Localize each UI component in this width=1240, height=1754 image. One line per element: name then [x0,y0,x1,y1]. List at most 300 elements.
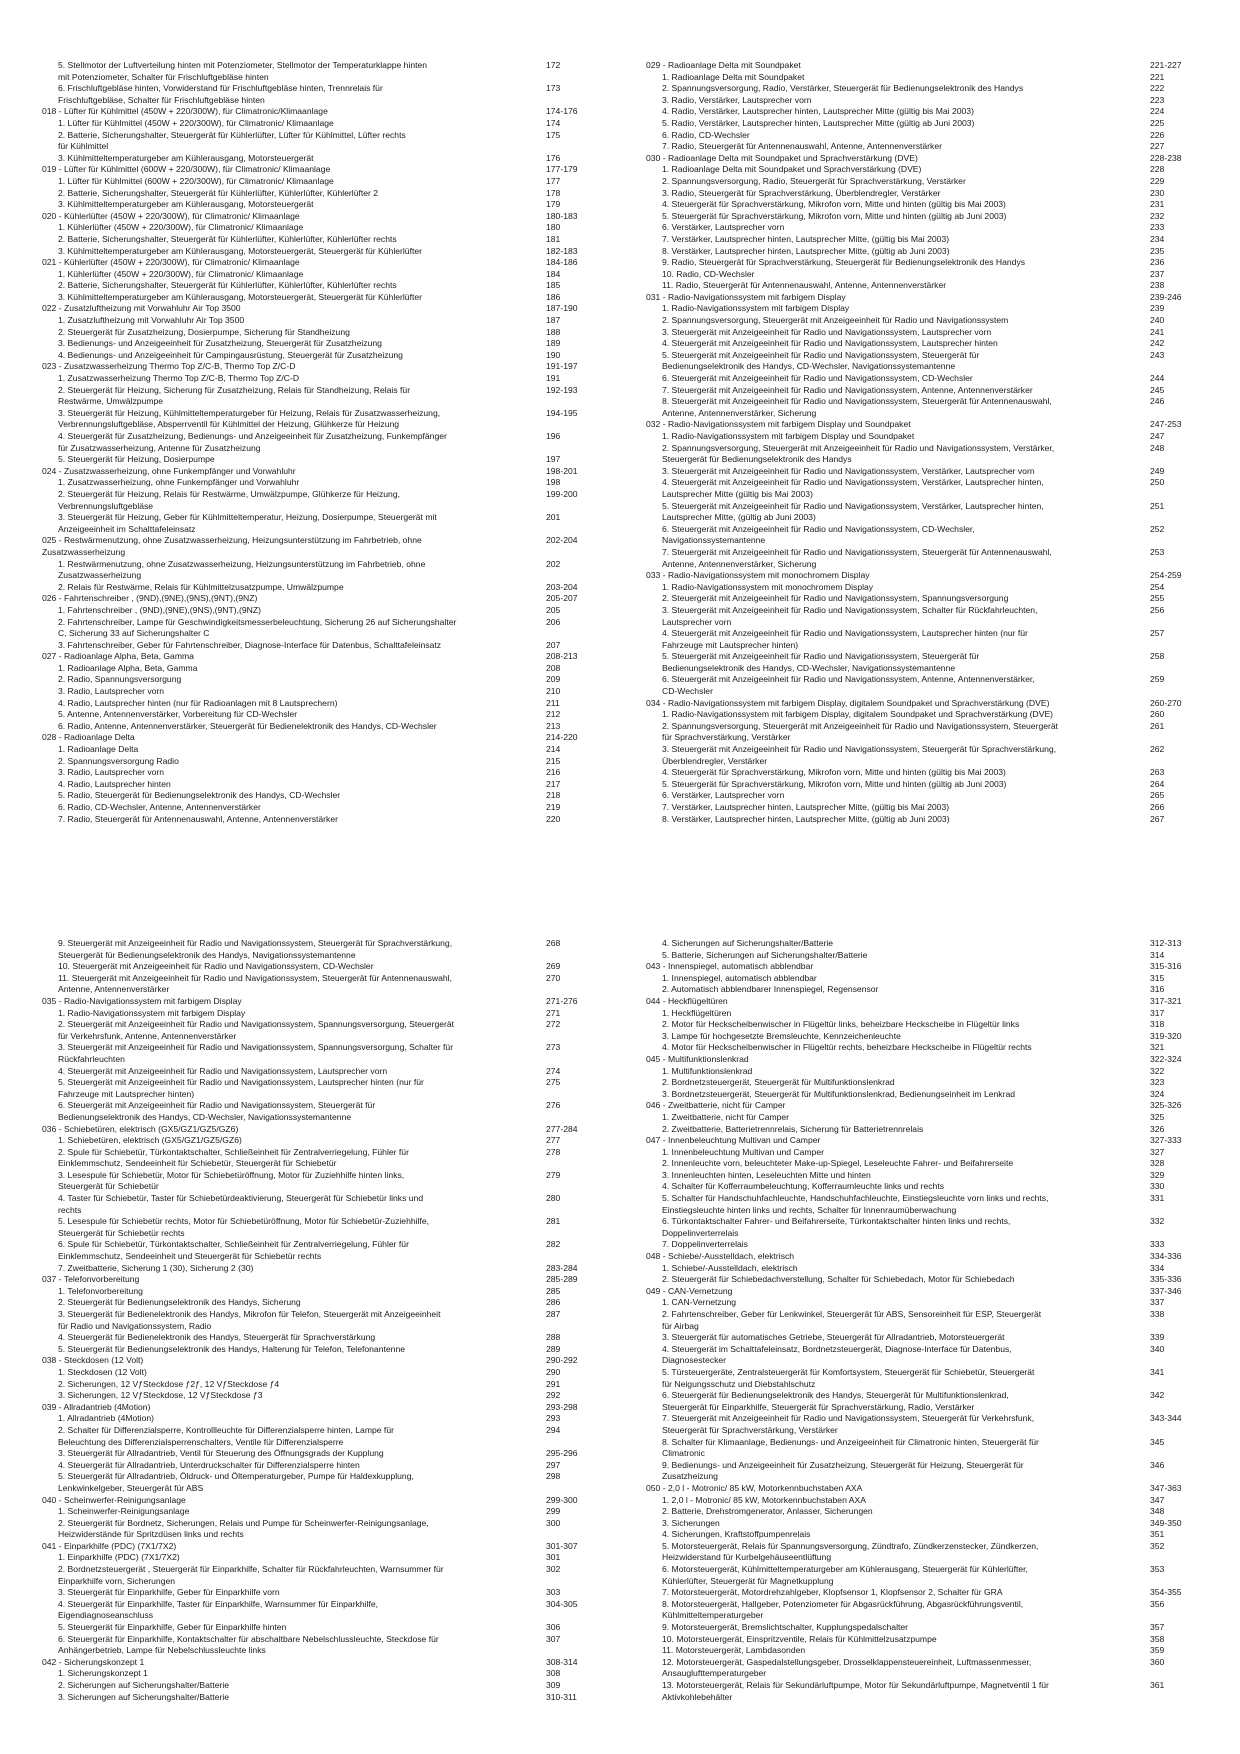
toc-page-number: 181 [546,233,561,244]
toc-entry [662,1077,1220,1089]
toc-entry [58,674,616,686]
toc-page-number: 258 [1150,651,1165,662]
toc-page-number: 322 [1150,1065,1165,1076]
toc-entry-title: 040 - Scheinwerfer-Reinigungsanlage [42,1494,186,1505]
toc-section-heading [42,995,616,1008]
toc-entry-title: 5. Steuergerät für Einparkhilfe, Geber für Einparkhilfe hinten [58,1622,287,1633]
toc-entry [58,454,616,466]
toc-entry-title: 7. Radio, Steuergerät für Antennenauswahl, Antenne, Antennenverstärker [58,813,338,824]
toc-entry-title: 3. Kühlmitteltemperaturgeber am Kühlerausgang, Motorsteuergerät, Steuergerät für Kühlerlüfter [58,245,422,256]
toc-entry [662,141,1220,153]
toc-entry [58,153,616,165]
toc-page-number: 309 [546,1680,561,1690]
toc-entry-title: 6. Verstärker, Lautsprecher vorn [662,790,785,801]
toc-page-number: 176 [546,152,561,163]
toc-page-number: 269 [546,961,561,972]
toc-entry-title: 4. Schalter für Kofferraumbeleuchtung, Kofferraumleuchte links und rechts [662,1181,944,1192]
toc-entry [58,1135,616,1147]
toc-section-heading [42,732,616,744]
toc-page-number: 280 [546,1193,561,1204]
toc-page-number: 243 [1150,349,1165,360]
toc-entry-title: 018 - Lüfter für Kühlmittel (450W + 220/300W), für Climatronic/Klimaanlage [42,106,328,117]
toc-entry-title: 021 - Kühlerlüfter (450W + 220/300W), für Climatronic/ Klimaanlage [42,257,300,268]
toc-page-number: 178 [546,187,561,198]
toc-page-number: 212 [546,709,561,720]
toc-page-number: 213 [546,720,561,731]
toc-entry [662,767,1220,779]
toc-entry-title: 4. Steuergerät mit Anzeigeeinheit für Radio und Navigationssystem, Lautsprecher vorn [58,1065,388,1076]
toc-page-number: 229 [1150,175,1165,186]
toc-entry [58,1599,616,1622]
toc-entry-title: 1. Kühlerlüfter (450W + 220/300W), für Climatronic/ Klimaanlage [58,268,304,279]
toc-entry-title: 1. CAN-Vernetzung [662,1297,737,1308]
toc-entry-title: 034 - Radio-Navigationssystem mit farbigem Display, digitalem Soundpaket und Sprachverstärkung (DVE) [646,697,1050,708]
toc-entry-title: 1. Radio-Navigationssystem mit farbigem Display [58,1007,246,1018]
toc-page-number: 288 [546,1332,561,1343]
toc-page-number: 279 [546,1169,561,1180]
toc-page-number: 239-246 [1150,291,1182,302]
toc-entry-title: 3. Steuergerät mit Anzeigeeinheit für Radio und Navigationssystem, Steuergerät für Sprachverstärkung, Überblendregler, Verstärker [662,744,1057,766]
toc-entry [58,338,616,350]
toc-entry [662,106,1220,118]
toc-entry-title: 5. Radio, Steuergerät für Bedienungselektronik des Handys, CD-Wechsler [58,790,341,801]
toc-page-number: 218 [546,790,561,801]
toc-entry [58,1193,616,1216]
toc-entry [662,246,1220,258]
toc-entry-title: 2. Relais für Restwärme, Relais für Kühlmittelzusatzpumpe, Umwälzpumpe [58,581,344,592]
toc-entry-title: 1. Steckdosen (12 Volt) [58,1366,147,1377]
toc-entry-title: 7. Steuergerät mit Anzeigeeinheit für Radio und Navigationssystem, Antenne, Antennenverstärker [662,384,1033,395]
toc-entry-title: 2. Bordnetzsteuergerät , Steuergerät für Einparkhilfe, Schalter für Rückfahrleuchten, Warnsummer für Einparkhilfe vorn, Sicherungen [58,1564,444,1586]
toc-section-heading [646,570,1220,582]
toc-page-number: 188 [546,326,561,337]
toc-page-number: 330 [1150,1181,1165,1192]
toc-page-number: 192-193 [546,384,578,395]
toc-page-number: 346 [1150,1459,1165,1470]
toc-page-number: 343-344 [1150,1413,1182,1424]
toc-page-number: 342 [1150,1390,1165,1401]
toc-page-number: 182-183 [546,245,578,256]
toc-entry-title: 12. Motorsteuergerät, Gaspedalstellungsgeber, Drosselklappensteuereinheit, Luftmassenmesser, Ansauglufttemperaturgeber [662,1656,1032,1679]
toc-entry [662,1367,1220,1390]
toc-entry-title: 4. Radio, Verstärker, Lautsprecher hinten, Lautsprecher Mitte (gültig bis Mai 2003) [662,106,974,117]
toc-entry-title: 049 - CAN-Vernetzung [646,1285,733,1296]
toc-page-number: 205-207 [546,593,578,604]
toc-entry-title: 020 - Kühlerlüfter (450W + 220/300W), für Climatronic/ Klimaanlage [42,210,300,221]
toc-entry-title: 1. Einparkhilfe (PDC) (7X1/7X2) [58,1552,180,1563]
toc-entry [58,188,616,200]
toc-entry-title: 046 - Zweitbatterie, nicht für Camper [646,1100,786,1111]
toc-page-number: 328 [1150,1158,1165,1169]
toc-page-number: 239 [1150,303,1165,314]
toc-page-number: 233 [1150,222,1165,233]
toc-entry [662,950,1220,962]
toc-entry [58,790,616,802]
toc-entry-title: 3. Bordnetzsteuergerät, Steuergerät für Multifunktionslenkrad, Bedienungseinheit im Lenkrad [662,1088,1016,1099]
toc-entry-title: 4. Steuergerät für Allradantrieb, Unterdruckschalter für Differenzialsperre hinten [58,1459,360,1470]
toc-entry-title: 9. Steuergerät mit Anzeigeeinheit für Radio und Navigationssystem, Steuergerät für Sprachverstärkung, Steuergerät für Bedienungselektronik des Handys, Navigationssystemantenne [58,938,453,960]
toc-column-top-right [646,60,1220,825]
toc-section-heading [646,961,1220,973]
toc-section-heading [646,1482,1220,1495]
toc-section-heading [646,1285,1220,1298]
toc-entry-title: 5. Türsteuergeräte, Zentralsteuergerät für Komfortsystem, Steuergerät für Schiebetür, Steuergerät für Neigungsschutz und Diebstahlschutz [662,1366,1035,1389]
toc-page-number: 222 [1150,83,1165,94]
toc-entry [662,1309,1220,1332]
toc-entry [58,1692,616,1704]
toc-page-number: 285 [546,1285,561,1296]
toc-entry-title: 030 - Radioanlage Delta mit Soundpaket und Sprachverstärkung (DVE) [646,152,918,163]
toc-page-number: 221-227 [1150,60,1182,70]
toc-entry-title: 4. Steuergerät für Bedienelektronik des Handys, Steuergerät für Sprachverstärkung [58,1332,376,1343]
toc-entry-title: 2. Sicherungen auf Sicherungshalter/Batterie [58,1680,230,1690]
toc-page-number: 264 [1150,778,1165,789]
toc-entry [58,973,616,996]
toc-entry [662,176,1220,188]
toc-entry-title: 1. Heckflügeltüren [662,1007,732,1018]
toc-page-number: 199-200 [546,488,578,499]
toc-entry-title: 8. Motorsteuergerät, Hallgeber, Potenziometer für Abgasrückführung, Abgasrückführungsventil, Kühlmitteltemperaturgeber [662,1598,1024,1621]
toc-entry [662,118,1220,130]
toc-page-number: 270 [546,972,561,983]
toc-entry [58,1263,616,1275]
toc-page-number: 177 [546,175,561,186]
toc-entry-title: 1. Radio-Navigationssystem mit farbigem Display, digitalem Soundpaket und Sprachverstärkung (DVE) [662,709,1054,720]
toc-page-number: 250 [1150,477,1165,488]
toc-page-number: 290 [546,1366,561,1377]
toc-entry [58,489,616,512]
toc-page-number: 354-355 [1150,1587,1182,1598]
toc-section-heading [42,465,616,478]
toc-entry-title: 2. Batterie, Sicherungshalter, Steuergerät für Kühlerlüfter, Kühlerlüfter, Kühlerlüfter 2 [58,187,379,198]
toc-entry-title: 2. Automatisch abblendbarer Innenspiegel, Regensensor [662,984,879,995]
toc-entry [662,984,1220,996]
toc-entry-title: 1. Radio-Navigationssystem mit farbigem Display [662,303,850,314]
toc-entry-title: 7. Verstärker, Lautsprecher hinten, Lautsprecher Mitte, (gültig bis Mai 2003) [662,233,950,244]
toc-entry [662,1413,1220,1436]
toc-page-number: 265 [1150,790,1165,801]
toc-page-number: 356 [1150,1598,1165,1609]
toc-entry [58,1668,616,1680]
toc-entry [662,431,1220,443]
toc-section-heading [42,651,616,663]
toc-page-number: 251 [1150,500,1165,511]
toc-entry-title: 8. Schalter für Klimaanlage, Bedienungs- und Anzeigeeinheit für Climatronic hinten, Steuergerät für Climatronic [662,1436,1039,1459]
toc-page-number: 177-179 [546,164,578,175]
toc-entry [58,1448,616,1460]
toc-page-number: 333 [1150,1239,1165,1250]
toc-entry-title: 1. Fahrtenschreiber , (9ND),(9NE),(9NS),(9NT),(9NZ) [58,604,261,615]
toc-entry [662,95,1220,107]
toc-column-bottom-right [646,938,1220,1703]
toc-page-number: 268 [546,938,561,948]
toc-section-heading [42,164,616,176]
toc-entry-title: 4. Sicherungen, Kraftstoffpumpenrelais [662,1529,811,1540]
toc-page-number: 202 [546,558,561,569]
toc-page-number: 345 [1150,1436,1165,1447]
toc-page-number: 276 [546,1100,561,1111]
toc-page-number: 240 [1150,315,1165,326]
toc-entry [662,443,1220,466]
toc-entry-title: 11. Steuergerät mit Anzeigeeinheit für Radio und Navigationssystem, Steuergerät für Antennenauswahl, Antenne, Antennenverstärker [58,972,452,995]
toc-page-number: 306 [546,1622,561,1633]
toc-section-heading [646,1100,1220,1112]
toc-entry-title: 7. Radio, Steuergerät für Antennenauswahl, Antenne, Antennenverstärker [662,141,942,152]
toc-entry [58,744,616,756]
toc-entry [58,234,616,246]
toc-entry [58,327,616,339]
toc-entry [662,396,1220,419]
toc-entry-title: 2. Motor für Heckscheibenwischer in Flügeltür links, beheizbare Heckscheibe in Flügeltür links [662,1019,1020,1030]
toc-entry-title: 6. Frischluftgebläse hinten, Vorwiderstand für Frischluftgebläse hinten, Trennrelais für Frischluftgebläse, Schalter für Frischluftgebläse hinten [58,83,383,105]
toc-entry-title: 2. Innenleuchte vorn, beleuchteter Make-up-Spiegel, Leseleuchte Fahrer- und Beifahrerseite [662,1158,1014,1169]
toc-entry [58,1587,616,1599]
toc-entry-title: 2. Sicherungen, 12 VƒSteckdose ƒ2ƒ, 12 VƒSteckdose ƒ4 [58,1378,280,1389]
toc-page-number: 198 [546,477,561,488]
toc-entry [58,1622,616,1634]
toc-page-number: 271 [546,1007,561,1018]
toc-page-number: 191-197 [546,361,578,372]
toc-page-number: 292 [546,1390,561,1401]
toc-entry [662,501,1220,524]
toc-entry-title: 042 - Sicherungskonzept 1 [42,1656,145,1667]
toc-entry [58,1077,616,1100]
toc-entry-title: 4. Steuergerät für Einparkhilfe, Taster für Einparkhilfe, Warnsummer für Einparkhilfe, Eigendiagnoseanschluss [58,1598,379,1621]
toc-section-heading [646,1251,1220,1263]
toc-page-number: 329 [1150,1169,1165,1180]
toc-page-number: 211 [546,697,560,708]
toc-entry [662,1506,1220,1518]
toc-page-number: 262 [1150,744,1165,755]
toc-entry-title: 3. Kühlmitteltemperaturgeber am Kühlerausgang, Motorsteuergerät, Steuergerät für Kühlerlüfter [58,291,422,302]
toc-entry [662,303,1220,315]
toc-entry-title: 7. Zweitbatterie, Sicherung 1 (30), Sicherung 2 (30) [58,1262,254,1273]
toc-entry [58,1239,616,1262]
toc-entry [662,1112,1220,1124]
toc-page-number: 214-220 [546,732,578,743]
toc-page-number: 359 [1150,1645,1165,1656]
toc-entry-title: 050 - 2,0 l - Motronic/ 85 kW, Motorkennbuchstaben AXA [646,1482,863,1493]
toc-entry [662,188,1220,200]
toc-page-number: 244 [1150,373,1165,384]
toc-entry-title: 4. Steuergerät für Zusatzheizung, Bedienungs- und Anzeigeeinheit für Zusatzheizung, Funkempfänger für Zusatzwasserheizung, Antenne für Zusatzheizung [58,431,447,453]
toc-entry [58,1518,616,1541]
toc-page-number: 299-300 [546,1494,578,1505]
toc-entry [58,1367,616,1379]
toc-page-number: 185 [546,280,561,291]
toc-entry-title: 023 - Zusatzwasserheizung Thermo Top Z/C-B, Thermo Top Z/C-D [42,361,296,372]
toc-entry-title: 027 - Radioanlage Alpha, Beta, Gamma [42,651,194,662]
toc-page-number: 203-204 [546,581,578,592]
toc-entry-title: 3. Sicherungen, 12 VƒSteckdose, 12 VƒSteckdose ƒ3 [58,1390,263,1401]
toc-entry-title: 1. Zusatzluftheizung mit Vorwahluhr Air Top 3500 [58,315,245,326]
toc-entry-title: 6. Motorsteuergerät, Kühlmitteltemperaturgeber am Kühlerausgang, Steuergerät für Kühlerlüfter, Kühlerlüfter, Steuergerät für Magnetkupplung [662,1564,1028,1586]
toc-section-heading [646,291,1220,304]
toc-entry [58,779,616,791]
toc-entry-title: 3. Kühlmitteltemperaturgeber am Kühlerausgang, Motorsteuergerät [58,199,314,210]
toc-entry [58,1506,616,1518]
toc-entry-title: 1. Radioanlage Delta [58,744,139,755]
toc-entry-title: 1. Telefonvorbereitung [58,1285,143,1296]
toc-page-number: 247 [1150,431,1165,441]
toc-entry [662,973,1220,985]
toc-page-number: 277 [546,1135,561,1146]
toc-entry-title: 3. Steuergerät mit Anzeigeeinheit für Radio und Navigationssystem, Verstärker, Lautsprecher vorn [662,465,1035,476]
toc-section-heading [42,210,616,223]
toc-entry-title: 9. Radio, Steuergerät für Sprachverstärkung, Steuergerät für Bedienungselektronik des Handys [662,257,1026,268]
toc-entry-title: 6. Steuergerät mit Anzeigeeinheit für Radio und Navigationssystem, Steuergerät für Bedienungselektronik des Handys, CD-Wechsler, Navigationssystemantenne [58,1100,376,1122]
toc-page-number: 303 [546,1587,561,1598]
toc-entry-title: 10. Motorsteuergerät, Einspritzventile, Relais für Kühlmittelzusatzpumpe [662,1633,937,1644]
toc-entry-title: 1. Radio-Navigationssystem mit monochromem Display [662,581,874,592]
toc-entry-title: 5. Steuergerät mit Anzeigeeinheit für Radio und Navigationssystem, Steuergerät für Bedienungselektronik des Handys, CD-Wechsler, Navigationssystemantenne [662,349,980,372]
toc-page-number: 210 [546,686,561,697]
toc-entry-title: 3. Steuergerät mit Anzeigeeinheit für Radio und Navigationssystem, Lautsprecher vorn [662,326,992,337]
toc-entry-title: 1. Scheinwerfer-Reinigungsanlage [58,1506,190,1517]
toc-entry-title: 5. Steuergerät mit Anzeigeeinheit für Radio und Navigationssystem, Verstärker, Lautsprecher hinten, Lautsprecher Mitte, (gültig ab Juni 2003) [662,500,1044,523]
toc-entry-title: 10. Radio, CD-Wechsler [662,268,755,279]
toc-entry [58,130,616,153]
toc-entry [662,1031,1220,1043]
toc-entry [662,1541,1220,1564]
toc-entry-title: 2. Batterie, Sicherungshalter, Steuergerät für Kühlerlüfter, Kühlerlüfter, Kühlerlüfter rechts [58,233,397,244]
toc-entry-title: 2. Steuergerät mit Anzeigeeinheit für Radio und Navigationssystem, Spannungsversorgung [662,593,1009,604]
toc-page-number: 347 [1150,1494,1165,1505]
toc-page-number: 189 [546,338,561,349]
toc-page-number: 208-213 [546,651,578,662]
toc-page-number: 194-195 [546,407,578,418]
toc-page-number: 205 [546,604,561,615]
toc-entry-title: 2. Spannungsversorgung Radio [58,755,179,766]
toc-entry-title: 6. Radio, CD-Wechsler [662,129,750,140]
toc-entry-title: 2. Batterie, Sicherungshalter, Steuergerät für Kühlerlüfter, Lüfter für Kühlmittel, Lüfter rechts für Kühlmittel [58,129,406,152]
toc-entry [662,72,1220,84]
toc-entry [58,60,616,83]
toc-entry-title: 3. Steuergerät für Bedienelektronik des Handys, Mikrofon für Telefon, Steuergerät mit Anzeigeeinheit für Radio und Navigationssystem, Radio [58,1309,441,1331]
toc-entry-title: 3. Radio, Lautsprecher vorn [58,686,165,697]
toc-page-number: 331 [1150,1193,1165,1204]
toc-entry [662,1019,1220,1031]
toc-page-number: 252 [1150,523,1165,534]
toc-page-number: 327 [1150,1146,1165,1157]
toc-entry [662,721,1220,744]
toc-page-number: 314 [1150,949,1165,960]
toc-entry-title: 2. Spannungsversorgung, Steuergerät mit Anzeigeeinheit für Radio und Navigationssystem, Verstärker, Steuergerät für Bedienungselektronik des Handys [662,442,1055,465]
toc-entry-title: 2. Steuergerät für Schiebedachverstellung, Schalter für Schiebedach, Motor für Schiebedach [662,1274,1015,1285]
toc-entry [58,315,616,327]
toc-page-number: 180 [546,222,561,233]
toc-page-number: 338 [1150,1309,1165,1319]
toc-page-number: 301-307 [546,1540,578,1551]
toc-entry-title: 3. Steuergerät für Einparkhilfe, Geber für Einparkhilfe vorn [58,1587,280,1598]
toc-page-number: 191 [546,373,561,384]
toc-page-number: 360 [1150,1656,1165,1667]
toc-page-number: 259 [1150,674,1165,685]
toc-entry [662,1158,1220,1170]
toc-entry [662,234,1220,246]
toc-page-number: 253 [1150,546,1165,557]
toc-entry-title: 3. Radio, Verstärker, Lautsprecher vorn [662,94,812,105]
toc-entry [58,1460,616,1472]
toc-entry [662,1645,1220,1657]
toc-page-number: 187 [546,315,561,326]
toc-page-number: 209 [546,674,561,685]
toc-entry-title: 2. Spule für Schiebetür, Türkontaktschalter, Schließeinheit für Zentralverriegelung, Fühler für Einklemmschutz, Sendeeinheit für Schiebetür, Steuergerät für Schiebetür [58,1146,409,1169]
toc-page-number: 248 [1150,442,1165,453]
toc-entry [58,663,616,675]
toc-entry-title: 5. Steuergerät für Sprachverstärkung, Mikrofon vorn, Mitte und hinten (gültig ab Juni 2003) [662,778,1007,789]
toc-entry [58,280,616,292]
toc-entry-title: 6. Radio, CD-Wechsler, Antenne, Antennenverstärker [58,802,261,812]
toc-entry-title: 5. Motorsteuergerät, Relais für Spannungsversorgung, Zündtrafo, Zündkerzenstecker, Zündkerzen, Heizwiderstand für Kurbelgehäuseentlüftung [662,1540,1039,1563]
toc-entry [662,1216,1220,1239]
toc-entry-title: 11. Radio, Steuergerät für Antennenauswahl, Antenne, Antennenverstärker [662,280,947,291]
toc-entry-title: 2. Spannungsversorgung, Steuergerät mit Anzeigeeinheit für Radio und Navigationssystem, Steuergerät für Sprachverstärkung, Verstärker [662,720,1059,743]
toc-entry-title: 1. Lüfter für Kühlmittel (600W + 220/300W), für Climatronic/ Klimaanlage [58,175,334,186]
toc-entry [662,1181,1220,1193]
toc-entry [662,582,1220,594]
toc-page-number: 325 [1150,1111,1165,1122]
toc-entry [662,674,1220,697]
toc-entry [662,1147,1220,1159]
toc-entry [58,199,616,211]
toc-entry-title: 2. Steuergerät für Heizung, Sicherung für Zusatzheizung, Relais für Standheizung, Relais für Restwärme, Umwälzpumpe [58,384,411,407]
toc-entry-title: 4. Radio, Lautsprecher hinten (nur für Radioanlagen mit 8 Lautsprechern) [58,697,338,708]
toc-entry-title: 019 - Lüfter für Kühlmittel (600W + 220/300W), für Climatronic/ Klimaanlage [42,164,331,175]
toc-entry-title: 1. Zusatzwasserheizung Thermo Top Z/C-B, Thermo Top Z/C-D [58,373,300,384]
toc-page-number: 322-324 [1150,1053,1182,1064]
toc-section-heading [646,60,1220,72]
toc-entry-title: 5. Lesespule für Schiebetür rechts, Motor für Schiebetüröffnung, Motor für Schiebetür-Zuziehhilfe, Steuergerät für Schiebetür rechts [58,1216,429,1238]
toc-entry [58,1413,616,1425]
toc-page-number: 214 [546,744,561,755]
toc-page-number: 236 [1150,257,1165,268]
toc-entry [662,1634,1220,1646]
toc-entry [662,605,1220,628]
toc-entry [662,315,1220,327]
toc-entry [662,1193,1220,1216]
toc-entry-title: 7. Steuergerät mit Anzeigeeinheit für Radio und Navigationssystem, Steuergerät für Verkehrsfunk, Steuergerät für Sprachverstärkung, Verstärker [662,1413,1035,1435]
toc-entry-title: 4. Steuergerät mit Anzeigeeinheit für Radio und Navigationssystem, Verstärker, Lautsprecher hinten, Lautsprecher Mitte (gültig bis Mai 2003) [662,477,1044,499]
toc-entry-title: 5. Steuergerät für Allradantrieb, Öldruck- und Öltemperaturgeber, Pumpe für Haldexkupplung, Lenkwinkelgeber, Steuergerät für ABS [58,1471,414,1493]
toc-section-heading [42,257,616,269]
toc-page-number: 337 [1150,1297,1165,1308]
toc-entry-title: 4. Radio, Lautsprecher hinten [58,778,171,789]
toc-column-bottom-left [42,938,616,1703]
toc-entry [662,338,1220,350]
toc-entry [662,1564,1220,1587]
toc-entry [58,1425,616,1448]
toc-entry [58,1286,616,1298]
toc-page-number: 179 [546,199,561,210]
toc-page-number: 357 [1150,1622,1165,1633]
toc-entry-title: 047 - Innenbeleuchtung Multivan und Camper [646,1135,821,1146]
toc-entry-title: 5. Antenne, Antennenverstärker, Vorbereitung für CD-Wechsler [58,709,298,720]
toc-page-number: 235 [1150,245,1165,256]
toc-entry-title: 4. Steuergerät für Sprachverstärkung, Mikrofon vorn, Mitte und hinten (gültig bis Mai 2003) [662,767,1006,778]
toc-entry-title: 4. Bedienungs- und Anzeigeeinheit für Campingausrüstung, Steuergerät für Zusatzheizung [58,349,403,360]
toc-entry [58,1100,616,1123]
toc-entry [58,118,616,130]
toc-entry [58,385,616,408]
toc-entry [58,582,616,594]
toc-section-heading [646,1053,1220,1066]
toc-entry [58,269,616,281]
toc-entry-title: 3. Fahrtenschreiber, Geber für Fahrtenschreiber, Diagnose-Interface für Datenbus, Schalttafeleinsatz [58,639,442,650]
toc-page-number: 295-296 [546,1448,578,1459]
toc-entry [58,756,616,768]
toc-entry [58,767,616,779]
